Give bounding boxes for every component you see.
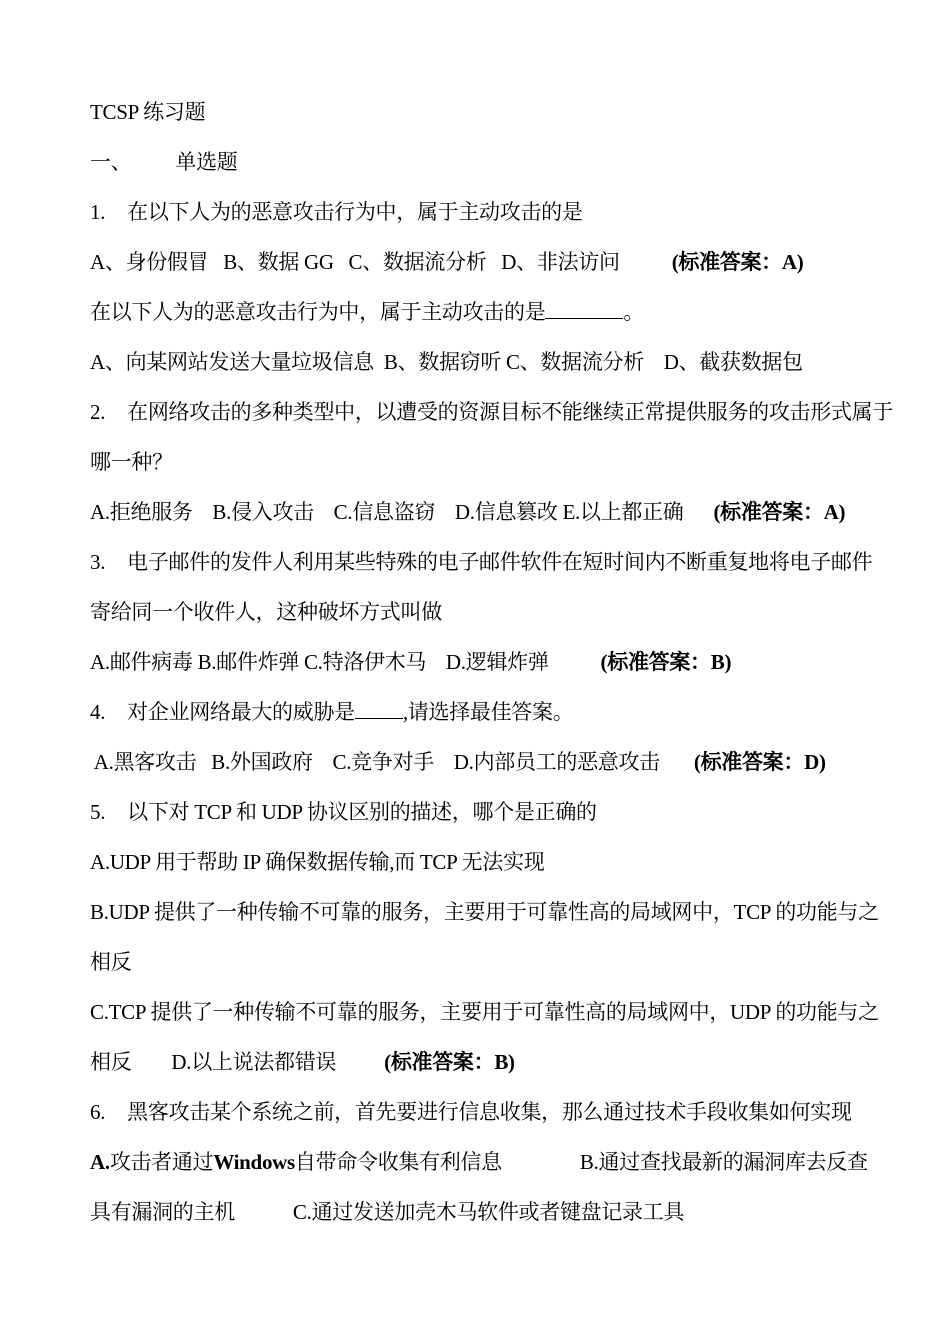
- question-4-stem: [90, 700, 870, 724]
- answer-text: (标准答案：A): [671, 250, 804, 274]
- option-b-text: B.通过查找最新的漏洞库去反查: [579, 1150, 868, 1174]
- question-number: 4.: [90, 700, 106, 724]
- question-5-option-a: [90, 850, 870, 874]
- question-2-stem: [90, 400, 894, 424]
- answer-text: (标准答案：A): [713, 500, 846, 524]
- question-3-stem-cont: [90, 600, 870, 624]
- option-text: 相反: [90, 950, 132, 974]
- options-text: A.邮件病毒 B.邮件炸弹 C.特洛伊木马 D.逻辑炸弹: [90, 650, 549, 674]
- question-text: 电子邮件的发件人利用某些特殊的电子邮件软件在短时间内不断重复地将电子邮件: [127, 550, 873, 574]
- question-6-options-line1: [90, 1150, 870, 1174]
- option-text: 攻击者通过: [109, 1150, 214, 1174]
- question-3-options: [90, 650, 870, 674]
- option-text: 相反: [90, 1050, 132, 1074]
- question-4-options: [90, 750, 870, 774]
- options-text: A.黑客攻击 B.外国政府 C.竞争对手 D.内部员工的恶意攻击: [90, 750, 660, 774]
- question-1-variant-stem: [90, 300, 870, 324]
- question-1-variant-options: [90, 350, 870, 374]
- question-text: 寄给同一个收件人，这种破坏方式叫做: [90, 600, 442, 624]
- question-5-option-c: [90, 1000, 879, 1024]
- question-6-options-line2: [90, 1200, 870, 1224]
- question-3-stem: [90, 550, 873, 574]
- question-5-stem: [90, 800, 870, 824]
- option-a-label: A.: [90, 1150, 110, 1174]
- question-text: 在以下人为的恶意攻击行为中，属于主动攻击的是: [127, 200, 583, 224]
- option-text: C.TCP 提供了一种传输不可靠的服务，主要用于可靠性高的局域网中，UDP 的功能与之: [90, 1000, 879, 1024]
- option-bold-text: Windows: [213, 1150, 295, 1174]
- options-text: A、身份假冒 B、数据 GG C、数据流分析 D、非法访问: [90, 250, 620, 274]
- options-text: A、向某网站发送大量垃圾信息 B、数据窃听 C、数据流分析 D、截获数据包: [90, 350, 803, 374]
- option-text: 自带命令收集有利信息: [294, 1150, 502, 1174]
- question-2-stem-cont: [90, 450, 870, 474]
- section-title: 单选题: [175, 150, 238, 174]
- option-text: 具有漏洞的主机: [90, 1200, 235, 1224]
- option-c-text: C.通过发送加壳木马软件或者键盘记录工具: [292, 1200, 685, 1224]
- question-text: 黑客攻击某个系统之前，首先要进行信息收集，那么通过技术手段收集如何实现: [127, 1100, 852, 1124]
- question-end: 。: [623, 300, 645, 324]
- question-number: 1.: [90, 200, 106, 224]
- question-text: 以下对 TCP 和 UDP 协议区别的描述，哪个是正确的: [127, 800, 597, 824]
- question-1-options: [90, 250, 870, 274]
- question-text: 在以下人为的恶意攻击行为中，属于主动攻击的是: [90, 300, 546, 324]
- question-5-option-c-cont: [90, 1050, 870, 1074]
- question-6-stem: [90, 1100, 870, 1124]
- question-number: 2.: [90, 400, 106, 424]
- question-number: 6.: [90, 1100, 106, 1124]
- question-2-options: [90, 500, 870, 524]
- question-number: 3.: [90, 550, 106, 574]
- section-heading: [90, 150, 870, 174]
- question-text-end: ,请选择最佳答案。: [402, 700, 574, 724]
- option-text: B.UDP 提供了一种传输不可靠的服务，主要用于可靠性高的局域网中，TCP 的功能与之: [90, 900, 879, 924]
- answer-blank: [545, 300, 623, 319]
- section-number: 一、: [90, 150, 132, 174]
- answer-blank: [355, 700, 403, 719]
- option-text: A.UDP 用于帮助 IP 确保数据传输,而 TCP 无法实现: [90, 850, 545, 874]
- question-1-stem: [90, 200, 870, 224]
- document-title: [90, 100, 870, 124]
- option-d-text: D.以上说法都错误: [171, 1050, 337, 1074]
- question-number: 5.: [90, 800, 106, 824]
- question-text: 对企业网络最大的威胁是: [127, 700, 355, 724]
- title-text: TCSP 练习题: [90, 100, 206, 124]
- question-text: 哪一种？: [90, 450, 173, 474]
- answer-text: (标准答案：D): [693, 750, 826, 774]
- answer-text: (标准答案：B): [600, 650, 732, 674]
- question-5-option-b: [90, 900, 879, 924]
- question-text: 在网络攻击的多种类型中，以遭受的资源目标不能继续正常提供服务的攻击形式属于: [127, 400, 894, 424]
- answer-text: (标准答案：B): [384, 1050, 515, 1074]
- question-5-option-b-cont: [90, 950, 870, 974]
- options-text: A.拒绝服务 B.侵入攻击 C.信息盗窃 D.信息篡改 E.以上都正确: [90, 500, 684, 524]
